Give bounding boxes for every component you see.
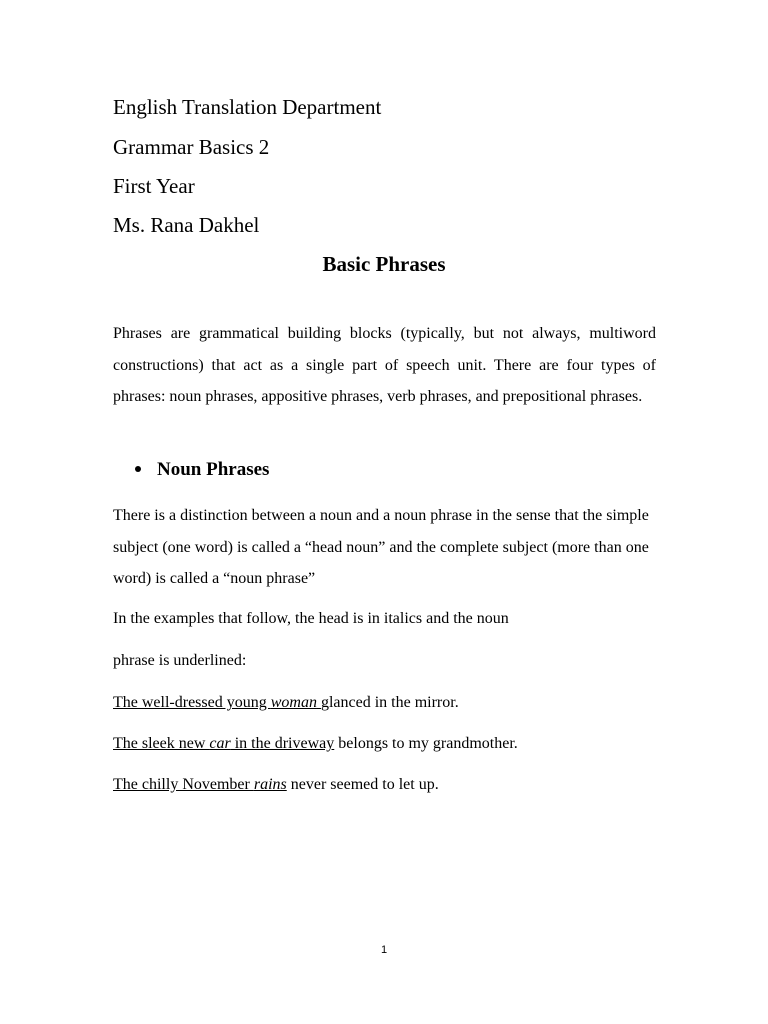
page-title: Basic Phrases	[322, 252, 446, 276]
academic-year: First Year	[113, 174, 195, 198]
section-heading-noun-phrases	[135, 458, 269, 482]
phrase-modifiers: The chilly November	[113, 776, 254, 793]
noun-phrase-underlined	[113, 776, 287, 793]
phrase-modifiers: The sleek new	[113, 735, 210, 752]
sentence-rest: belongs to my grandmother.	[334, 735, 518, 752]
head-noun: car	[209, 735, 231, 752]
explanation-line-1: In the examples that follow, the head is in italics and the noun	[113, 610, 509, 627]
department-name: English Translation Department	[113, 95, 382, 119]
section-heading-text: Noun Phrases	[157, 459, 270, 480]
example-sentence-3	[113, 775, 439, 795]
phrase-modifiers: The well-dressed young	[113, 694, 271, 711]
phrase-trailing: in the driveway	[230, 735, 335, 752]
sentence-rest: never seemed to let up.	[286, 776, 439, 793]
example-sentence-1	[113, 693, 459, 713]
noun-phrase-definition: There is a distinction between a noun and a noun phrase in the sense that the simple subject (one word) is called a “head noun” and the complete subject (more than one word) is called a “noun phrase”	[113, 507, 649, 587]
example-sentence-2	[113, 734, 518, 754]
sentence-rest: glanced in the mirror.	[320, 694, 459, 711]
page-number: 1	[380, 944, 388, 956]
bullet-icon	[135, 466, 141, 472]
noun-phrase-underlined	[113, 735, 334, 752]
head-noun: woman	[270, 694, 317, 711]
instructor-name: Ms. Rana Dakhel	[113, 213, 260, 237]
explanation-line-2: phrase is underlined:	[113, 652, 247, 669]
intro-paragraph: Phrases are grammatical building blocks (typically, but not always, multiword constructions) that act as a single part of speech unit. There are four types of phrases: noun phrases, appositive phrases, verb phrases, and prepositional phrases.	[113, 325, 656, 405]
head-noun: rains	[253, 776, 287, 793]
noun-phrase-underlined	[113, 694, 321, 711]
course-name: Grammar Basics 2	[113, 135, 270, 159]
